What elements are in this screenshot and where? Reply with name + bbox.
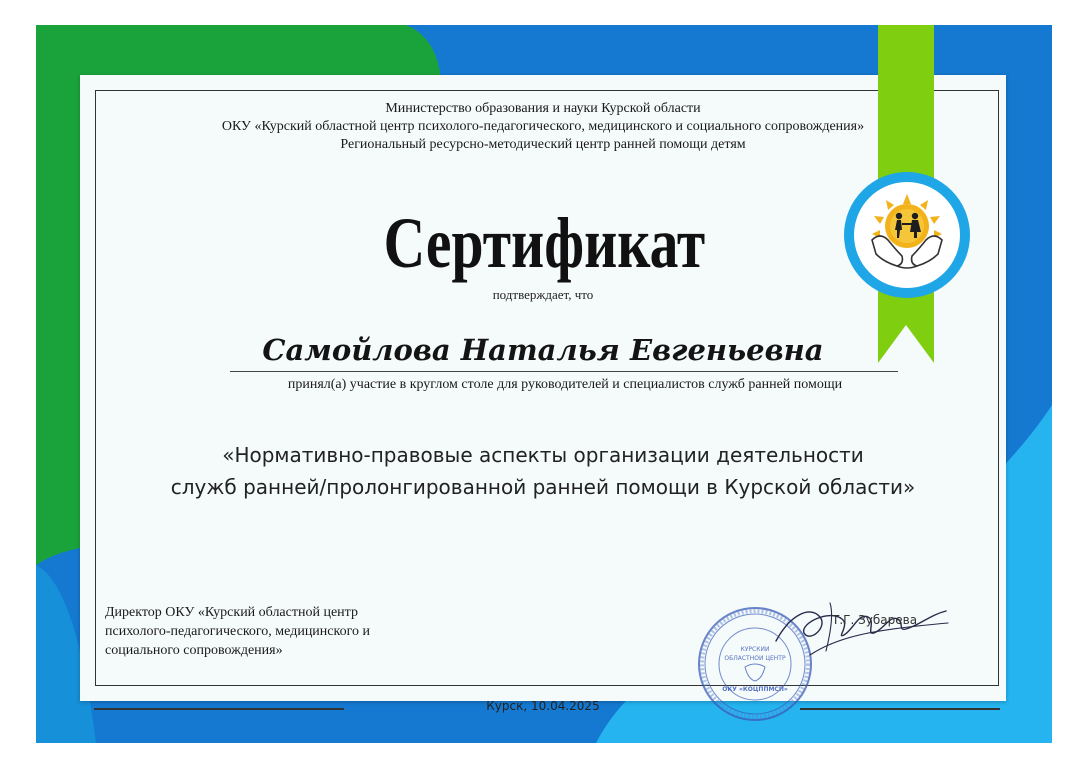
- certificate-title: Сертификат: [383, 203, 706, 283]
- handwritten-signature: [770, 595, 950, 665]
- name-underline: [230, 371, 898, 372]
- sun-children-hands-emblem-icon: [842, 170, 972, 300]
- topic-line-1: «Нормативно-правовые аспекты организации деятельности: [222, 443, 864, 467]
- stamp-text-2: ОБЛАСТНОЙ ЦЕНТР: [724, 655, 786, 662]
- stamp-text-3: ОКУ «КОЦППМСП»: [722, 686, 788, 693]
- confirms-text: подтверждает, что: [492, 287, 594, 302]
- stamp-text-1: КУРСКИЙ: [740, 646, 770, 653]
- director-title-line-2: психолого-педагогического, медицинского и: [105, 624, 370, 639]
- participation-text: принял(а) участие в круглом столе для руководителей и специалистов служб ранней помощи: [287, 377, 843, 392]
- director-title-line-1: Директор ОКУ «Курский областной центр: [105, 605, 358, 620]
- certificate-sheet: [80, 75, 1006, 713]
- header-organization: ОКУ «Курский областной центр психолого-педагогического, медицинского и социального сопровождения»: [221, 119, 865, 134]
- header-ministry: Министерство образования и науки Курской области: [385, 101, 701, 116]
- signatory-name: Т.Г. Зубарева: [832, 613, 918, 627]
- header-center: Региональный ресурсно-методический центр ранней помощи детям: [340, 137, 746, 152]
- recipient-name: Самойлова Наталья Евгеньевна: [262, 333, 824, 367]
- certificate-frame: [36, 25, 1052, 743]
- director-title-line-3: социального сопровождения»: [105, 643, 283, 658]
- topic-line-2: служб ранней/пролонгированной ранней помощи в Курской области»: [170, 475, 916, 499]
- place-and-date: Курск, 10.04.2025: [486, 699, 600, 713]
